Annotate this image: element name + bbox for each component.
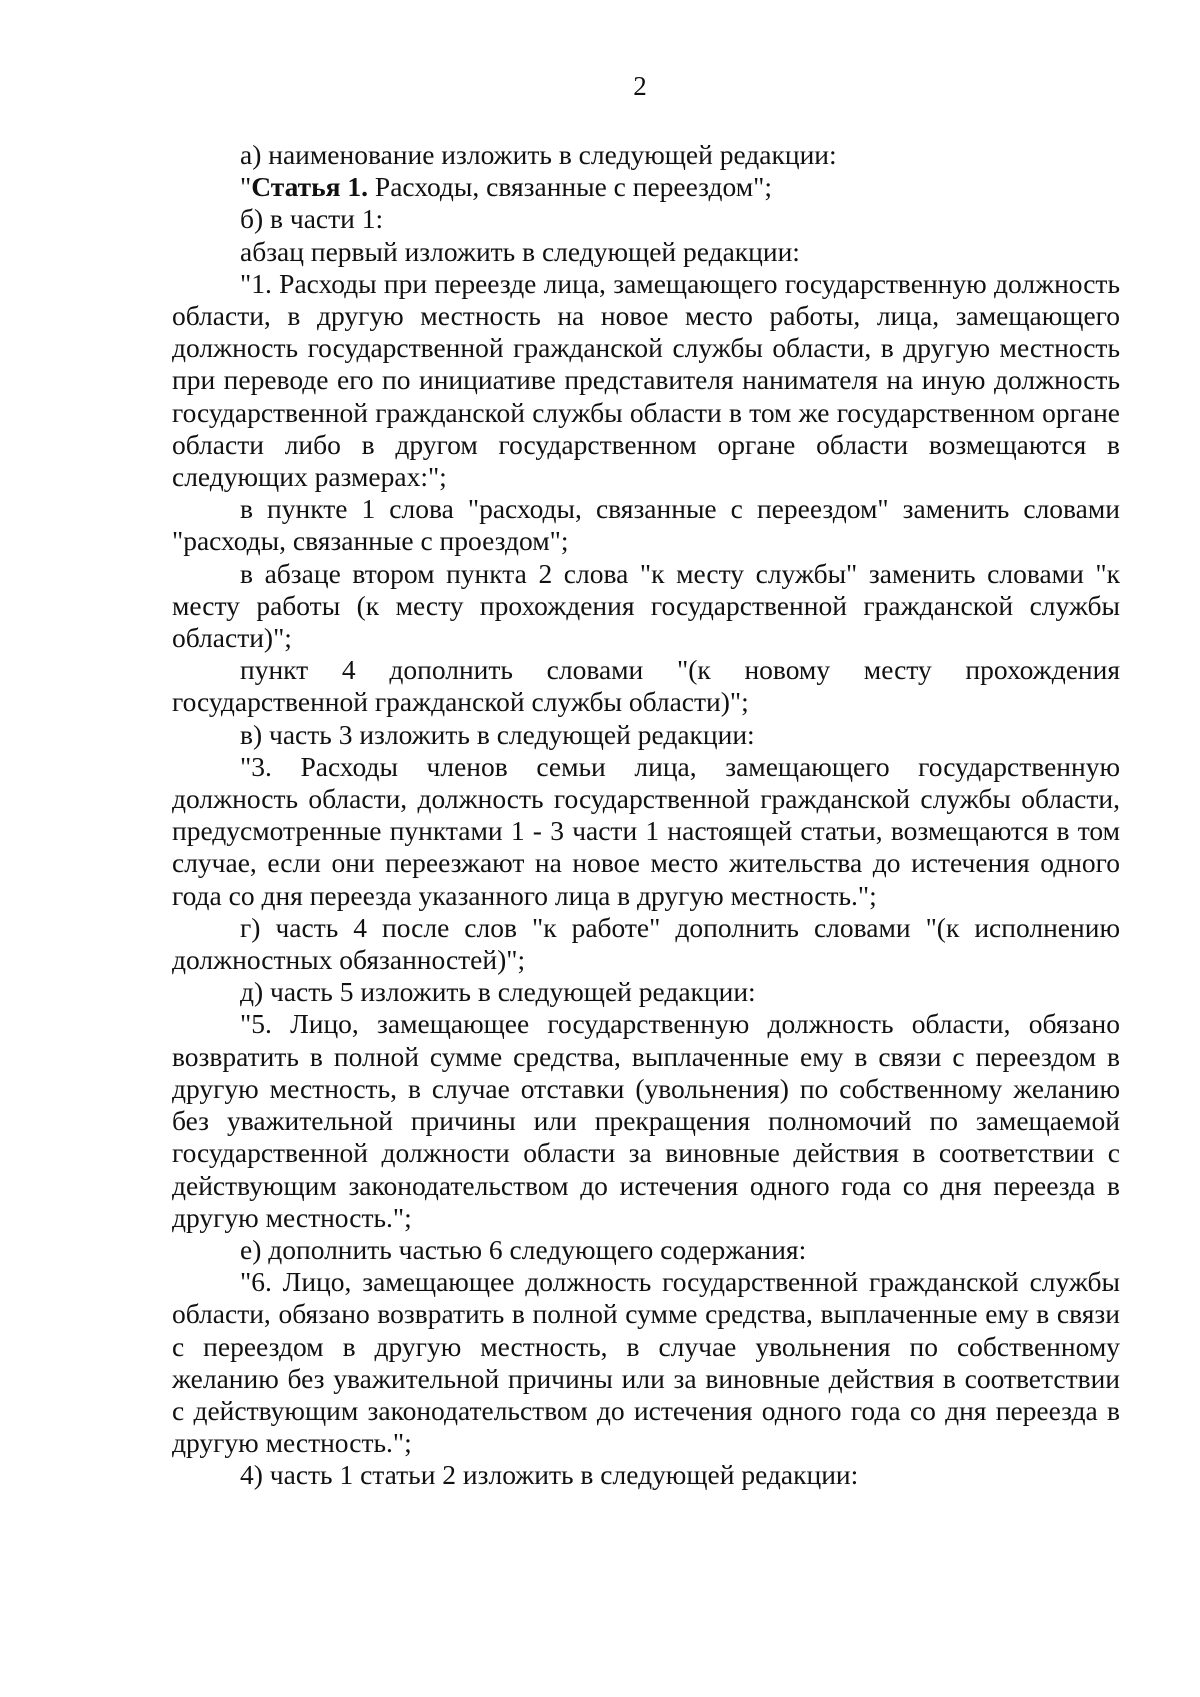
paragraph-first-instruction: абзац первый изложить в следующей редакции:	[240, 235, 800, 267]
article-title-text: Расходы, связанные с переездом";	[368, 171, 773, 203]
article-title-quote: "	[240, 171, 252, 203]
amendment-item-e: е) дополнить частью 6 следующего содержания:	[240, 1233, 807, 1265]
amendment-item-4: 4) часть 1 статьи 2 изложить в следующей редакции:	[240, 1459, 859, 1491]
amendment-item-g: г) часть 4 после слов "к работе" дополнить словами "(к исполнению должностных обязанностей)";	[172, 911, 1120, 976]
point-4-amendment: пункт 4 дополнить словами "(к новому месту прохождения государственной гражданской службы области)";	[172, 654, 1120, 718]
point-2-amendment: в абзаце втором пункта 2 слова "к месту службы" заменить словами "к месту работы (к месту прохождения государственной гражданской службы области)";	[172, 557, 1120, 654]
document-body	[172, 139, 1120, 1492]
part-6-text: "6. Лицо, замещающее должность государственной гражданской службы области, обязано возвратить в полной сумме средства, выплаченные ему в связи с переездом в другую местность, в случае увольнения по собственному желанию без уважительной причины или за виновные действия в соответствии с действующим законодательством до истечения одного года со дня переезда в другую местность.";	[172, 1266, 1120, 1459]
part-5-text: "5. Лицо, замещающее государственную должность области, обязано возвратить в полной сумме средства, выплаченные ему в связи с переездом в другую местность, в случае отставки (увольнения) по собственному желанию без уважительной причины или прекращения полномочий по замещаемой государственной должности области за виновные действия в соответствии с действующим законодательством до истечения одного года со дня переезда в другую местность.";	[172, 1008, 1120, 1233]
amendment-item-v: в) часть 3 изложить в следующей редакции:	[240, 718, 755, 750]
amendment-item-d: д) часть 5 изложить в следующей редакции:	[240, 976, 756, 1008]
page-number: 2	[633, 71, 647, 101]
point-1-amendment: в пункте 1 слова "расходы, связанные с переездом" заменить словами "расходы, связанные с проездом";	[172, 493, 1120, 557]
article-1-title	[172, 171, 1120, 203]
amendment-item-a: а) наименование изложить в следующей редакции:	[240, 139, 837, 170]
part-3-text: "3. Расходы членов семьи лица, замещающего государственную должность области, должность государственной гражданской службы области, предусмотренные пунктами 1 - 3 части 1 настоящей статьи, возмещаются в том случае, если они переезжают на новое место жительства до истечения одного года со дня переезда указанного лица в другую местность.";	[172, 750, 1120, 911]
article-number: Статья 1.	[251, 171, 369, 203]
amendment-item-b: б) в части 1:	[240, 203, 384, 235]
part-1-text: "1. Расходы при переезде лица, замещающего государственную должность области, в другую местность на новое место работы, лица, замещающего должность государственной гражданской службы области, в другую местность при переводе его по инициативе представителя нанимателя на иную должность государственной гражданской службы области в том же государственном органе области либо в другом государственном органе области возмещаются в следующих размерах:";	[172, 267, 1120, 493]
